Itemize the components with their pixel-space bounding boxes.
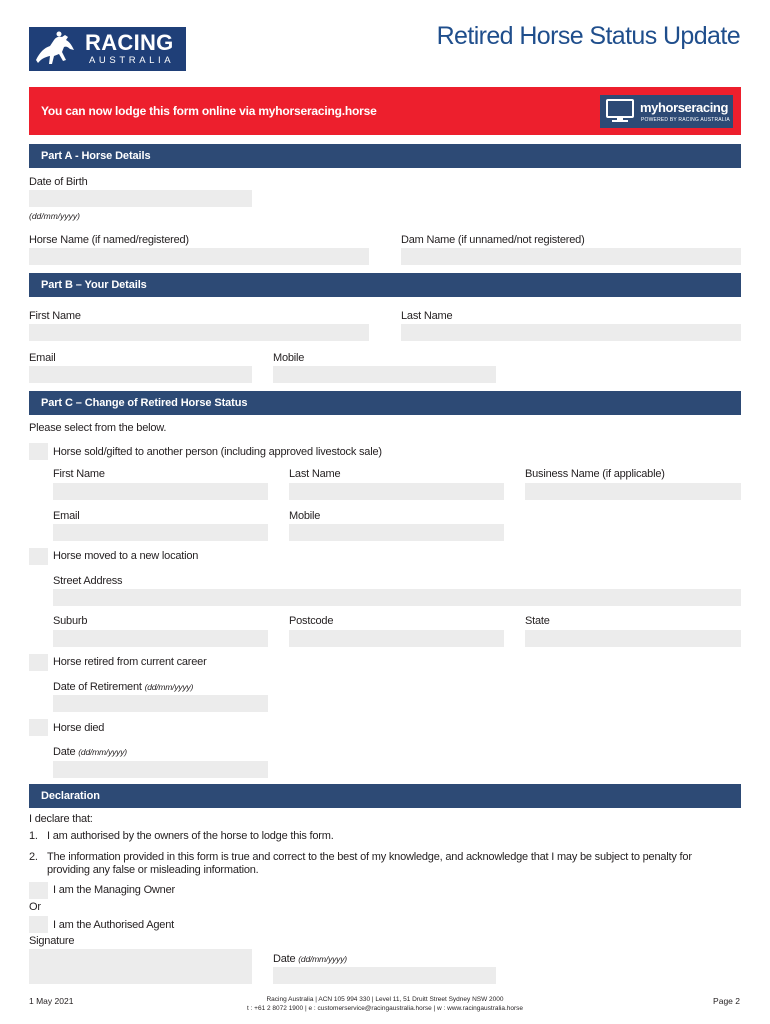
declaration-item1: I am authorised by the owners of the horse to lodge this form. xyxy=(47,830,334,842)
postcode-input[interactable] xyxy=(289,630,504,647)
declaration-date-label-text: Date xyxy=(273,953,296,965)
died-date-label xyxy=(53,746,127,758)
page-title: Retired Horse Status Update xyxy=(436,22,740,50)
monitor-icon xyxy=(605,99,635,124)
retirement-date-label xyxy=(53,681,193,693)
online-lodge-text: You can now lodge this form online via myhorseracing.horse xyxy=(41,104,377,118)
postcode-label: Postcode xyxy=(289,615,334,627)
suburb-input[interactable] xyxy=(53,630,268,647)
authorised-agent-checkbox[interactable] xyxy=(29,916,48,933)
managing-owner-label: I am the Managing Owner xyxy=(53,884,175,896)
logo-racing-text: RACING xyxy=(85,30,174,55)
died-checkbox[interactable] xyxy=(29,719,48,736)
sold-label: Horse sold/gifted to another person (including approved livestock sale) xyxy=(53,446,382,458)
online-lodge-banner xyxy=(29,87,741,135)
declaration-date-input[interactable] xyxy=(273,967,496,984)
suburb-label: Suburb xyxy=(53,615,88,627)
or-label: Or xyxy=(29,901,41,913)
retirement-date-hint: (dd/mm/yyyy) xyxy=(144,682,194,692)
page-number: Page 2 xyxy=(713,996,740,1006)
declaration-heading: Declaration xyxy=(29,784,741,808)
part-c-heading: Part C – Change of Retired Horse Status xyxy=(29,391,741,415)
sold-last-name-input[interactable] xyxy=(289,483,504,500)
myhorseracing-logo xyxy=(600,95,733,128)
declaration-item2-number: 2. xyxy=(29,851,38,863)
retirement-date-input[interactable] xyxy=(53,695,268,712)
mobile-label: Mobile xyxy=(273,352,305,364)
footer-contacts: t : +61 2 8072 1900 | e : customerservice@racingaustralia.horse | w : www.racingaustralia.horse xyxy=(246,1005,524,1012)
moved-checkbox[interactable] xyxy=(29,548,48,565)
died-date-input[interactable] xyxy=(53,761,268,778)
dob-hint: (dd/mm/yyyy) xyxy=(29,211,80,221)
last-name-label: Last Name xyxy=(401,310,453,322)
footer-address: Racing Australia | ACN 105 994 330 | Level 11, 51 Druitt Street Sydney NSW 2000 xyxy=(266,996,504,1003)
dam-name-input[interactable] xyxy=(401,248,741,265)
retirement-date-label-text: Date of Retirement xyxy=(53,681,142,693)
dob-label: Date of Birth xyxy=(29,176,88,188)
part-b-heading: Part B – Your Details xyxy=(29,273,741,297)
state-input[interactable] xyxy=(525,630,741,647)
dob-input[interactable] xyxy=(29,190,252,207)
state-label: State xyxy=(525,615,550,627)
declaration-item2-line1: The information provided in this form is true and correct to the best of my knowledge, and acknowledge that I may be subject to penalty for xyxy=(47,851,692,863)
signature-input[interactable] xyxy=(29,949,252,984)
part-c-instruction: Please select from the below. xyxy=(29,422,167,434)
sold-business-name-label: Business Name (if applicable) xyxy=(525,468,665,480)
mobile-input[interactable] xyxy=(273,366,496,383)
sold-email-input[interactable] xyxy=(53,524,268,541)
horse-name-label: Horse Name (if named/registered) xyxy=(29,234,189,246)
declaration-intro: I declare that: xyxy=(29,813,93,825)
declaration-item1-number: 1. xyxy=(29,830,38,842)
horse-jockey-icon xyxy=(32,30,80,68)
sold-business-name-input[interactable] xyxy=(525,483,741,500)
myhorseracing-tagline: POWERED BY RACING AUSTRALIA xyxy=(641,117,730,123)
died-label: Horse died xyxy=(53,722,105,734)
signature-label: Signature xyxy=(29,935,75,947)
logo-australia-text: AUSTRALIA xyxy=(89,55,175,66)
managing-owner-checkbox[interactable] xyxy=(29,882,48,899)
declaration-date-label xyxy=(273,953,347,965)
died-date-label-text: Date xyxy=(53,746,76,758)
retired-label: Horse retired from current career xyxy=(53,656,207,668)
part-a-heading: Part A - Horse Details xyxy=(29,144,741,168)
last-name-input[interactable] xyxy=(401,324,741,341)
street-address-input[interactable] xyxy=(53,589,741,606)
email-label: Email xyxy=(29,352,56,364)
email-input[interactable] xyxy=(29,366,252,383)
retired-checkbox[interactable] xyxy=(29,654,48,671)
first-name-label: First Name xyxy=(29,310,81,322)
sold-last-name-label: Last Name xyxy=(289,468,341,480)
first-name-input[interactable] xyxy=(29,324,369,341)
moved-label: Horse moved to a new location xyxy=(53,550,199,562)
sold-email-label: Email xyxy=(53,510,80,522)
footer-date: 1 May 2021 xyxy=(29,996,74,1006)
sold-first-name-input[interactable] xyxy=(53,483,268,500)
declaration-date-hint: (dd/mm/yyyy) xyxy=(298,954,347,964)
sold-mobile-input[interactable] xyxy=(289,524,504,541)
myhorseracing-name: myhorseracing xyxy=(640,100,729,115)
sold-mobile-label: Mobile xyxy=(289,510,321,522)
died-date-hint: (dd/mm/yyyy) xyxy=(78,747,127,757)
racing-australia-logo xyxy=(29,27,186,71)
sold-first-name-label: First Name xyxy=(53,468,105,480)
declaration-item2-line2: providing any false or misleading information. xyxy=(47,864,259,876)
horse-name-input[interactable] xyxy=(29,248,369,265)
sold-checkbox[interactable] xyxy=(29,443,48,460)
street-address-label: Street Address xyxy=(53,575,123,587)
dam-name-label: Dam Name (if unnamed/not registered) xyxy=(401,234,585,246)
authorised-agent-label: I am the Authorised Agent xyxy=(53,919,174,931)
